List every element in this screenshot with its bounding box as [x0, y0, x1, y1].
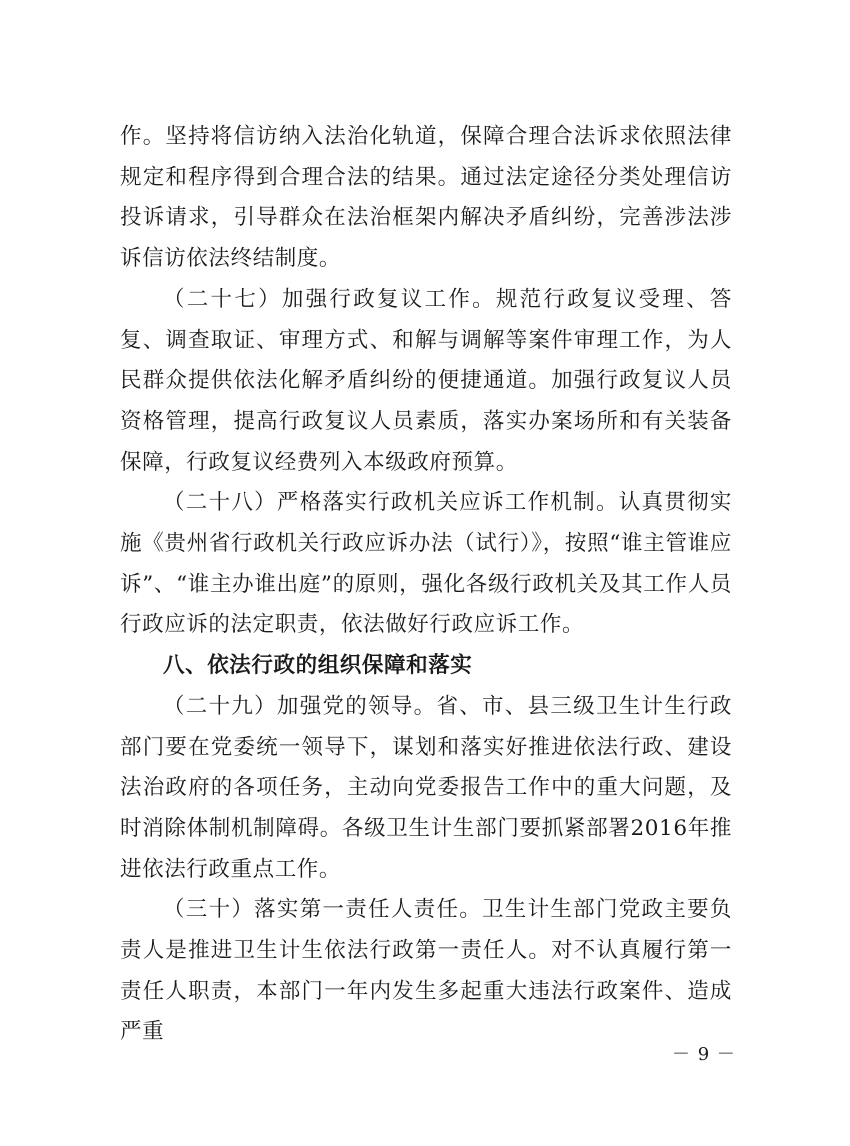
section-heading: 八、依法行政的组织保障和落实	[163, 653, 473, 679]
paragraph-litigation-mechanism: （二十八）严格落实行政机关应诉工作机制。认真贯彻实施《贵州省行政机关行政应诉办法（试行）》，按照“谁主管谁应诉”、“谁主办谁出庭”的原则，强化各级行政机关及其工作人员行政应诉的法定职责，依法做好行政应诉工作。	[120, 490, 732, 638]
paragraph-first-responsible-person: （三十）落实第一责任人责任。卫生计生部门党政主要负责人是推进卫生计生依法行政第一责任人。对不认真履行第一责任人职责，本部门一年内发生多起重大违法行政案件、造成严重	[120, 897, 732, 1045]
document-body	[120, 117, 732, 1053]
paragraph-petition-legalization: 作。坚持将信访纳入法治化轨道，保障合理合法诉求依照法律规定和程序得到合理合法的结果。通过法定途径分类处理信访投诉请求，引导群众在法治框架内解决矛盾纠纷，完善涉法涉诉信访依法终结制度。	[120, 124, 732, 272]
paragraph-party-leadership: （二十九）加强党的领导。省、市、县三级卫生计生行政部门要在党委统一领导下，谋划和落实好推进依法行政、建设法治政府的各项任务，主动向党委报告工作中的重大问题，及时消除体制机制障碍。各级卫生计生部门要抓紧部署2016年推进依法行政重点工作。	[120, 693, 732, 882]
page-number: － 9 －	[672, 1044, 736, 1065]
paragraph-administrative-review: （二十七）加强行政复议工作。规范行政复议受理、答复、调查取证、审理方式、和解与调解等案件审理工作，为人民群众提供依法化解矛盾纠纷的便捷通道。加强行政复议人员资格管理，提高行政复议人员素质，落实办案场所和有关装备保障，行政复议经费列入本级政府预算。	[120, 286, 732, 475]
